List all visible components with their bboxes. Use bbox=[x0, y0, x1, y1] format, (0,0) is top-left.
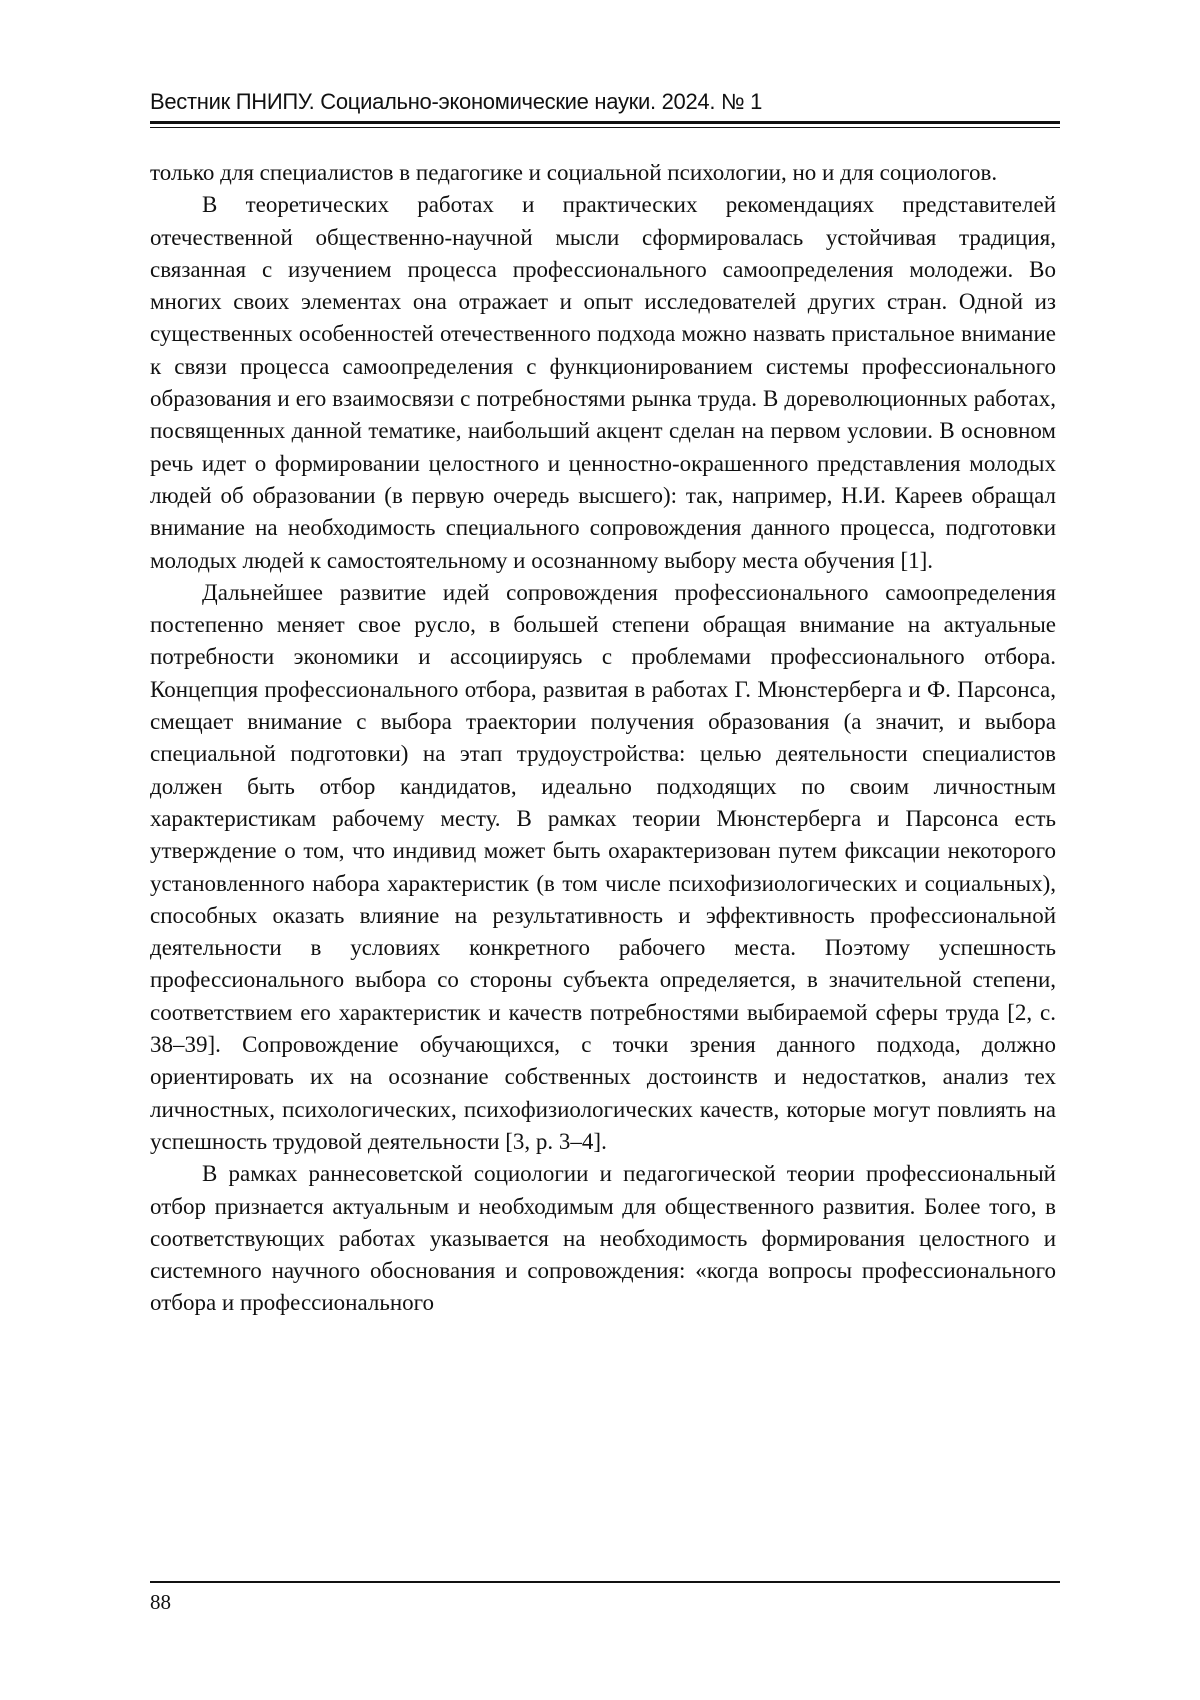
running-header: Вестник ПНИПУ. Социально-экономические науки. 2024. № 1 bbox=[150, 89, 763, 114]
header-rule-thin bbox=[150, 127, 1060, 128]
article-body bbox=[150, 157, 1056, 1320]
header-rule-thick bbox=[150, 121, 1060, 124]
paragraph-early-soviet: В рамках раннесоветской социологии и педагогической теории профессиональный отбор признается актуальным и необходимым для общественного развития. Более того, в соответствующих работах указывается на необходимость формирования целостного и системного научного обоснования и сопровождения: «когда вопросы профессионального отбора и профессионального bbox=[150, 1161, 1056, 1316]
paragraph-continued: только для специалистов в педагогике и социальной психологии, но и для социологов. bbox=[150, 160, 998, 185]
paragraph-professional-selection: Дальнейшее развитие идей сопровождения профессионального самоопределения постепенно меняет свое русло, в большей степени обращая внимание на актуальные потребности экономики и ассоциируясь с проблемами профессионального отбора. Концепция профессионального отбора, развитая в работах Г. Мюнстерберга и Ф. Парсонса, смещает внимание с выбора траектории получения образования (а значит, и выбора специальной подготовки) на этап трудоустройства: целью деятельности специалистов должен быть отбор кандидатов, идеально подходящих по своим личностным характеристикам рабочему месту. В рамках теории Мюнстерберга и Парсонса есть утверждение о том, что индивид может быть охарактеризован путем фиксации некоторого установленного набора характеристик (в том числе психофизиологических и социальных), способных оказать влияние на результативность и эффективность профессиональной деятельности в условиях конкретного рабочего места. Поэтому успешность профессионального выбора со стороны субъекта определяется, в значительной степени, соответствием его характеристик и качеств потребностями выбираемой сферы труда [2, с. 38–39]. Сопровождение обучающихся, с точки зрения данного подхода, должно ориентировать их на осознание собственных достоинств и недостатков, анализ тех личностных, психологических, психофизиологических качеств, которые могут повлиять на успешность трудовой деятельности [3, р. 3–4]. bbox=[150, 579, 1056, 1154]
footer-rule bbox=[150, 1581, 1060, 1583]
page-number: 88 bbox=[150, 1590, 171, 1614]
paragraph-domestic-tradition: В теоретических работах и практических рекомендациях представителей отечественной общественно-научной мысли сформировалась устойчивая традиция, связанная с изучением процесса профессионального самоопределения молодежи. Во многих своих элементах она отражает и опыт исследователей других стран. Одной из существенных особенностей отечественного подхода можно назвать пристальное внимание к связи процесса самоопределения с функционированием системы профессионального образования и его взаимосвязи с потребностями рынка труда. В дореволюционных работах, посвященных данной тематике, наибольший акцент сделан на первом условии. В основном речь идет о формировании целостного и ценностно-окрашенного представления молодых людей об образовании (в первую очередь высшего): так, например, Н.И. Кареев обращал внимание на необходимость специального сопровождения данного процесса, подготовки молодых людей к самостоятельному и осознанному выбору места обучения [1]. bbox=[150, 192, 1056, 573]
